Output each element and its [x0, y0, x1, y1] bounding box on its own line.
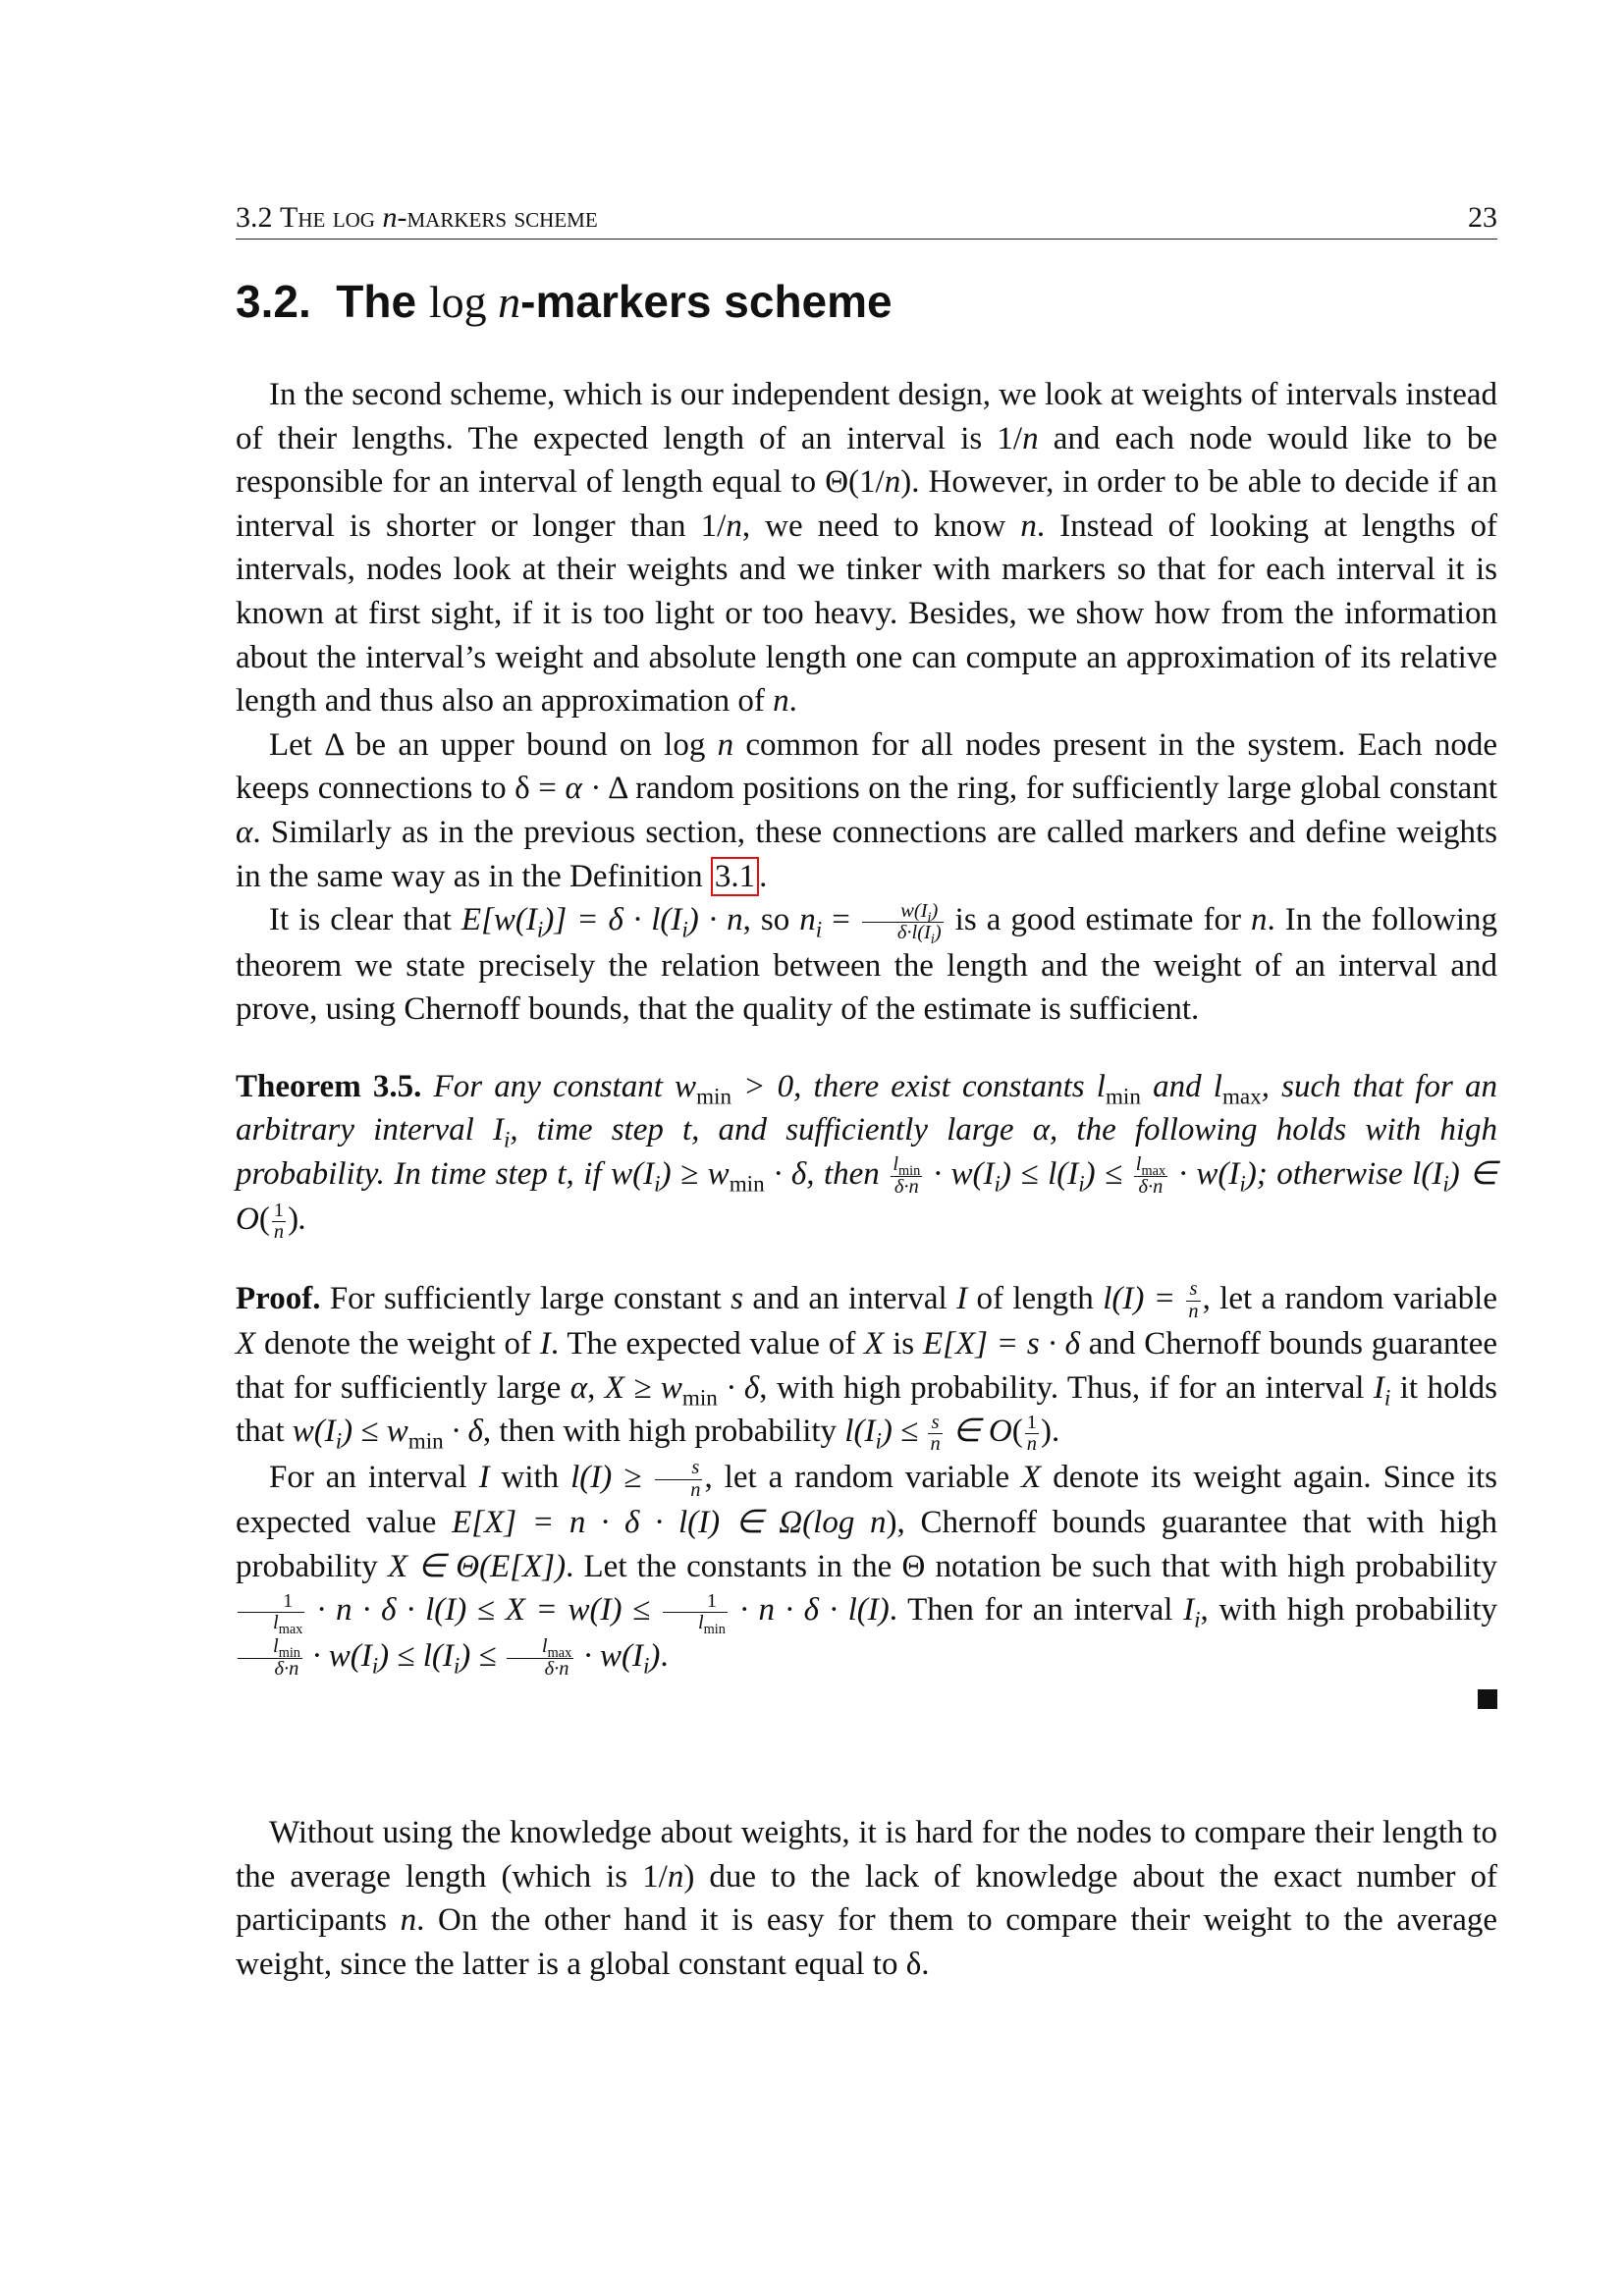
theorem-3-5: Theorem 3.5. For any constant $w_{min} > 0$, there exist constants $l_{min}$ and $l_{max}$, such that for an arbitrary interval $I_i$, time step t, and sufficiently large α, the following holds with high probability. In time step t, if $w(I_i) \ge w_{min} \cdot \delta$, then $\frac{l_{min}}{\delta\cdot n}$ · $w(I_i) \le l(I_i)$ ≤ $\frac{l_{max}}{\delta\cdot n}$ · $w(I_i)$; otherwise $l(I_i)$ ∈ O( $\frac{1}{n}$ ). [236, 1068, 1497, 1244]
page [236, 201, 1497, 1986]
running-head [236, 201, 1497, 240]
paragraph-intro: In the second scheme, which is our independent design, we look at weights of intervals instead of their lengths. The expected length of an interval is 1/n and each node would like to be responsible for an interval of length equal to Θ(1/n). However, in order to be able to decide if an interval is shorter or longer than 1/n, we need to know n. Instead of looking at lengths of intervals, nodes look at their weights and we tinker with markers so that for each interval it is known at first sight, if it is too light or too heavy. Besides, we show how from the information about the interval’s weight and absolute length one can compute an approximation of its relative length and thus also an approximation of n. [236, 377, 1497, 720]
qed-row [236, 1689, 1497, 1709]
definition-reference-link[interactable]: 3.1 [711, 857, 759, 896]
qed-square-icon [1478, 1689, 1497, 1709]
paragraph-proof-continued: For an interval I with l(I) ≥ $\frac{s}{n}$ , let a random variable X denote its weight again. Since its expected value E[X] = n · δ · l(I) ∈ Ω(log n), Chernoff bounds guarantee that with high probability X ∈ Θ(E[X]). Let the constants in the Θ notation be such that with high probability $\frac{1}{l_{max}}$ · n · δ · l(I) ≤ X = w(I) ≤ $\frac{1}{l_{min}}$ · n · δ · l(I). Then for an interval $I_i$, with high probability $\frac{l_{min}}{\delta\cdot n}$ · $w(I_i) \le l(I_i)$ ≤ $\frac{l_{max}}{\delta\cdot n}$ · $w(I_i)$. [236, 1457, 1498, 1680]
proof: Proof. For sufficiently large constant s and an interval I of length l(I) = $\frac{s}{n}$ , let a random variable X denote the weight of I. The expected value of X is E[X] = s · δ and Chernoff bounds guarantee that for sufficiently large α, $X \ge w_{min} \cdot \delta$, with high probability. Thus, if for an interval $I_i$ it holds that $w(I_i) \le w_{min} \cdot \delta$, then with high probability $l(I_i)$ ≤ $\frac{s}{n}$ ∈ O( $\frac{1}{n}$ ). [236, 1278, 1498, 1456]
running-head-title: 3.2 The log n-markers scheme [236, 201, 598, 234]
page-number: 23 [1468, 201, 1497, 234]
paragraph-delta: Let Δ be an upper bound on log n common for all nodes present in the system. Each node keeps connections to δ = α · Δ random positions on the ring, for sufficiently large global constant α. Similarly as in the previous section, these connections are called markers and define weights in the same way as in the Definition 3.1 . [236, 726, 1497, 894]
section-heading: 3.2. The log n-markers scheme [236, 276, 893, 327]
paragraph-conclusion: Without using the knowledge about weights, it is hard for the nodes to compare their length to the average length (which is 1/n) due to the lack of knowledge about the exact number of participants n. On the other hand it is easy for them to compare their weight to the average weight, since the latter is a global constant equal to δ. [236, 1815, 1497, 1982]
paragraph-estimate: It is clear that $E[w(I_i)] = \delta \cdot l(I_i) \cdot n$, so $n_i$ = $\frac{w(I_i)}{\delta\cdot l(I_i)}$ is a good estimate for n. In the following theorem we state precisely the relation between the length and the weight of an interval and prove, using Chernoff bounds, that the quality of the estimate is sufficient. [236, 899, 1497, 1028]
